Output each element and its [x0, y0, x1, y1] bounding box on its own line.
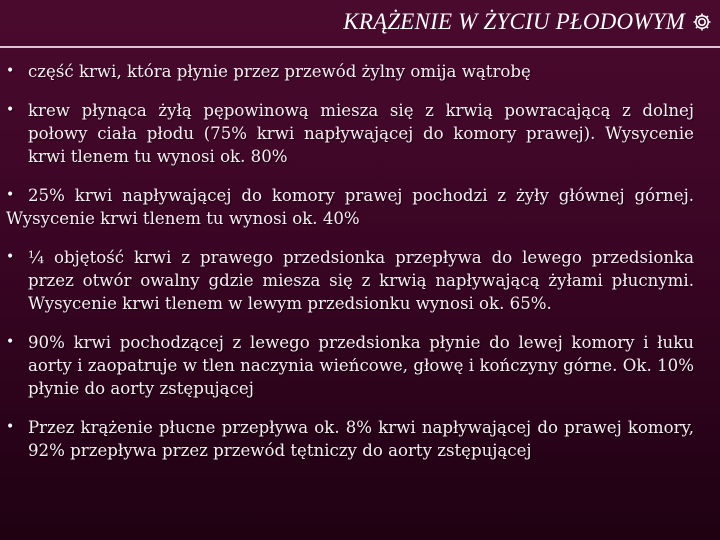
bullet-text: 25% krwi napływającej do komory prawej pochodzi z żyły głównej górnej. Wysycenie krwi tlenem tu wynosi ok. 40%	[6, 186, 694, 228]
title-bar	[0, 0, 720, 44]
bullet-text: Przez krążenie płucne przepływa ok. 8% krwi napływającej do prawej komory, 92% przepływa przez przewód tętniczy do aorty zstępującej	[28, 418, 694, 460]
bullet-item	[6, 416, 694, 462]
bullet-dot-icon: •	[6, 419, 15, 435]
slide-title: KRĄŻENIE W ŻYCIU PŁODOWYM	[343, 9, 685, 34]
bullet-dot-icon: •	[6, 187, 15, 203]
bullet-item	[6, 60, 694, 83]
bullet-text: 90% krwi pochodzącej z lewego przedsionka płynie do lewej komory i łuku aorty i zaopatruje w tlen naczynia wieńcowe, głowę i kończyny górne. Ok. 10% płynie do aorty zstępującej	[28, 333, 694, 398]
bullet-item	[6, 331, 694, 400]
title-divider	[0, 46, 720, 48]
bullet-dot-icon: •	[6, 102, 15, 118]
bullet-item	[6, 184, 694, 230]
bullet-text: krew płynąca żyłą pępowinową miesza się z krwią powracającą z dolnej połowy ciała płodu (75% krwi napływającej do komory prawej). Wysycenie krwi tlenem tu wynosi ok. 80%	[28, 101, 694, 166]
bullet-dot-icon: •	[6, 334, 15, 350]
bullet-text: część krwi, która płynie przez przewód żylny omija wątrobę	[28, 62, 531, 81]
bullet-dot-icon: •	[6, 63, 15, 79]
bullet-text: ¼ objętość krwi z prawego przedsionka przepływa do lewego przedsionka przez otwór owalny gdzie miesza się z krwią napływającą żyłami płucnymi. Wysycenie krwi tlenem w lewym przedsionku wynosi ok. 65%.	[28, 248, 694, 313]
bullet-item	[6, 246, 694, 315]
bullet-list	[6, 60, 694, 478]
gear-icon	[692, 12, 712, 32]
bullet-dot-icon: •	[6, 249, 15, 265]
bullet-item	[6, 99, 694, 168]
